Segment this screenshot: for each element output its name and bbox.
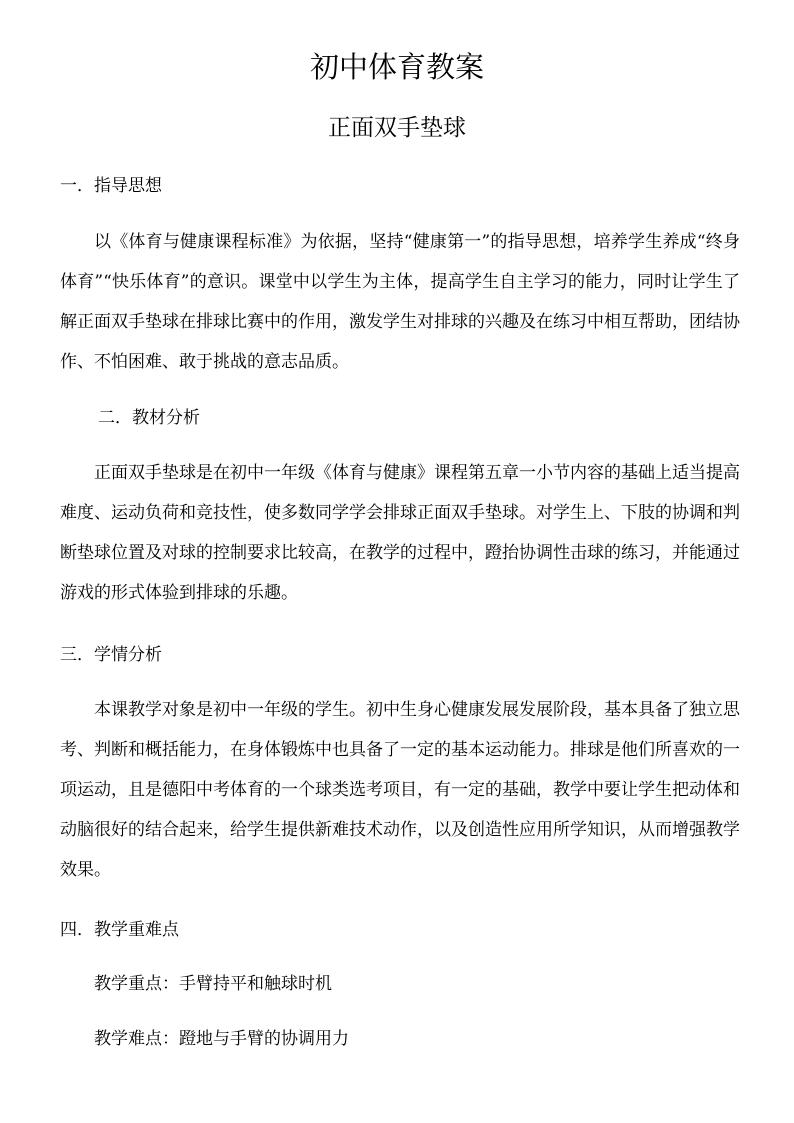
document-title: 初中体育教案 [309, 50, 484, 84]
section-heading-key-points: 四．教学重难点 [60, 920, 179, 940]
section-body-student-analysis: 本课教学对象是初中一年级的学生。初中生身心健康发展发展阶段，基本具备了独立思考、判断和概括能力，在身体锻炼中也具备了一定的基本运动能力。排球是他们所喜欢的一项运动，且是德阳中考体育的一个球类选考项目，有一定的基础，教学中要让学生把动体和动脑很好的结合起来，给学生提供新难技术动作，以及创造性应用所学知识，从而增强教学效果。 [60, 700, 740, 880]
teaching-key-point: 教学重点：手臂持平和触球时机 [94, 974, 332, 994]
document-subtitle: 正面双手垫球 [328, 115, 466, 141]
section-body-textbook-analysis: 正面双手垫球是在初中一年级《体育与健康》课程第五章一小节内容的基础上适当提高难度、运动负荷和竞技性，使多数同学学会排球正面双手垫球。对学生上、下肢的协调和判断垫球位置及对球的控制要求比较高，在教学的过程中，蹬抬协调性击球的练习，并能通过游戏的形式体验到排球的乐趣。 [60, 463, 740, 603]
section-body-guiding-ideology: 以《体育与健康课程标准》为依据，坚持“健康第一”的指导思想，培养学生养成“终身体育”“快乐体育”的意识。课堂中以学生为主体，提高学生自主学习的能力，同时让学生了解正面双手垫球在排球比赛中的作用，激发学生对排球的兴趣及在练习中相互帮助，团结协作、不怕困难、敢于挑战的意志品质。 [60, 232, 740, 372]
teaching-difficulty: 教学难点：蹬地与手臂的协调用力 [94, 1029, 349, 1049]
section-heading-guiding-ideology: 一．指导思想 [60, 176, 162, 196]
section-heading-student-analysis: 三．学情分析 [60, 645, 162, 665]
section-heading-textbook-analysis: 二．教材分析 [98, 408, 200, 428]
